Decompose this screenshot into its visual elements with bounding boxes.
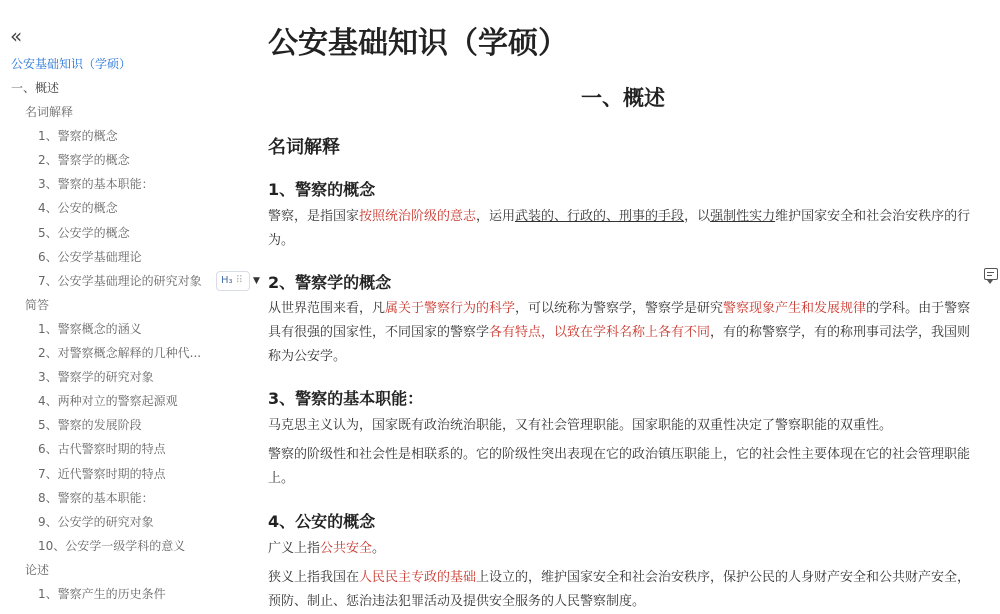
heading-level-badge[interactable] bbox=[216, 271, 250, 291]
paragraph-police-functions-1[interactable]: 马克思主义认为，国家既有政治统治职能，又有社会管理职能。国家职能的双重性决定了警察职能的双重性。 bbox=[268, 418, 893, 433]
heading-police-science-concept[interactable]: 2、警察学的概念 bbox=[268, 273, 392, 292]
fold-toggle-icon[interactable]: ▼ bbox=[253, 276, 260, 286]
toc-item[interactable]: 简答 bbox=[25, 297, 50, 312]
toc-item[interactable]: 2、对警察概念解释的几种代... bbox=[38, 346, 202, 361]
paragraph-public-security-broad[interactable]: 广义上指公共安全。 bbox=[268, 541, 386, 556]
heading-police-functions[interactable]: 3、警察的基本职能： bbox=[268, 389, 424, 408]
toc-item[interactable]: 8、警察的基本职能： bbox=[38, 490, 154, 505]
toc-item[interactable]: 10、公安学一级学科的意义 bbox=[38, 538, 186, 553]
toc-item[interactable]: 7、近代警察时期的特点 bbox=[38, 466, 166, 481]
document-body bbox=[268, 0, 980, 609]
toc-item[interactable]: 5、警察的发展阶段 bbox=[38, 418, 142, 433]
toc-item[interactable]: 1、警察概念的涵义 bbox=[38, 321, 142, 336]
toc-item[interactable]: 1、警察的概念 bbox=[38, 129, 118, 144]
toc-item[interactable]: 6、公安学基础理论 bbox=[38, 249, 142, 264]
table-of-contents bbox=[0, 80, 255, 610]
page-title[interactable]: 公安基础知识（学硕） bbox=[268, 26, 568, 61]
toc-item[interactable]: 5、公安学的概念 bbox=[38, 225, 130, 240]
heading-terms[interactable]: 名词解释 bbox=[268, 137, 340, 158]
toc-item[interactable]: 名词解释 bbox=[25, 105, 74, 120]
toc-item[interactable]: 3、警察学的研究对象 bbox=[38, 370, 154, 385]
heading-public-security-concept[interactable]: 4、公安的概念 bbox=[268, 512, 376, 531]
paragraph-police-functions-2[interactable]: 警察的阶级性和社会性是相联系的。它的阶级性突出表现在它的政治镇压职能上，它的社会性主要体现在它的社会管理职能上。 bbox=[268, 447, 971, 486]
outline-doc-title[interactable]: 公安基础知识（学硕） bbox=[11, 57, 132, 71]
toc-item[interactable]: 7、公安学基础理论的研究对象 bbox=[38, 273, 202, 288]
collapse-sidebar-icon[interactable]: « bbox=[10, 24, 23, 48]
comment-icon[interactable] bbox=[984, 268, 998, 280]
toc-item[interactable]: 4、两种对立的警察起源观 bbox=[38, 394, 178, 409]
toc-item[interactable]: 2、警察学的概念 bbox=[38, 153, 130, 168]
toc-item[interactable]: 6、古代警察时期的特点 bbox=[38, 442, 166, 457]
drag-handle-icon[interactable]: ⠿ bbox=[235, 275, 243, 286]
toc-item[interactable]: 1、警察产生的历史条件 bbox=[38, 586, 166, 601]
outline-sidebar bbox=[0, 0, 260, 601]
heading-police-concept[interactable]: 1、警察的概念 bbox=[268, 180, 376, 199]
toc-item[interactable]: 9、公安学的研究对象 bbox=[38, 514, 154, 529]
heading-overview[interactable]: 一、概述 bbox=[581, 86, 665, 110]
toc-item[interactable]: 3、警察的基本职能： bbox=[38, 177, 154, 192]
paragraph-police-science-concept[interactable]: 从世界范围来看，凡属关于警察行为的科学，可以统称为警察学，警察学是研究警察现象产生和发展规律的学科。由于警察具有很强的国家性，不同国家的警察学各有特点，以致在学科名称上各有不同，有的称警察学，有的称刑事司法学，我国则称为公安学。 bbox=[268, 301, 971, 364]
toc-item[interactable]: 4、公安的概念 bbox=[38, 201, 118, 216]
toc-item[interactable]: 论述 bbox=[25, 562, 50, 577]
paragraph-police-concept[interactable]: 警察，是指国家按照统治阶级的意志，运用武装的、行政的、刑事的手段，以强制性实力维护国家安全和社会治安秩序的行为。 bbox=[268, 209, 971, 248]
heading-level-label: H₃ bbox=[221, 275, 233, 286]
paragraph-public-security-narrow[interactable]: 狭义上指我国在人民民主专政的基础上设立的，维护国家安全和社会治安秩序，保护公民的人身财产安全和公共财产安全，预防、制止、惩治违法犯罪活动及提供安全服务的人民警察制度。 bbox=[268, 570, 971, 609]
toc-item[interactable]: 一、概述 bbox=[11, 81, 60, 95]
